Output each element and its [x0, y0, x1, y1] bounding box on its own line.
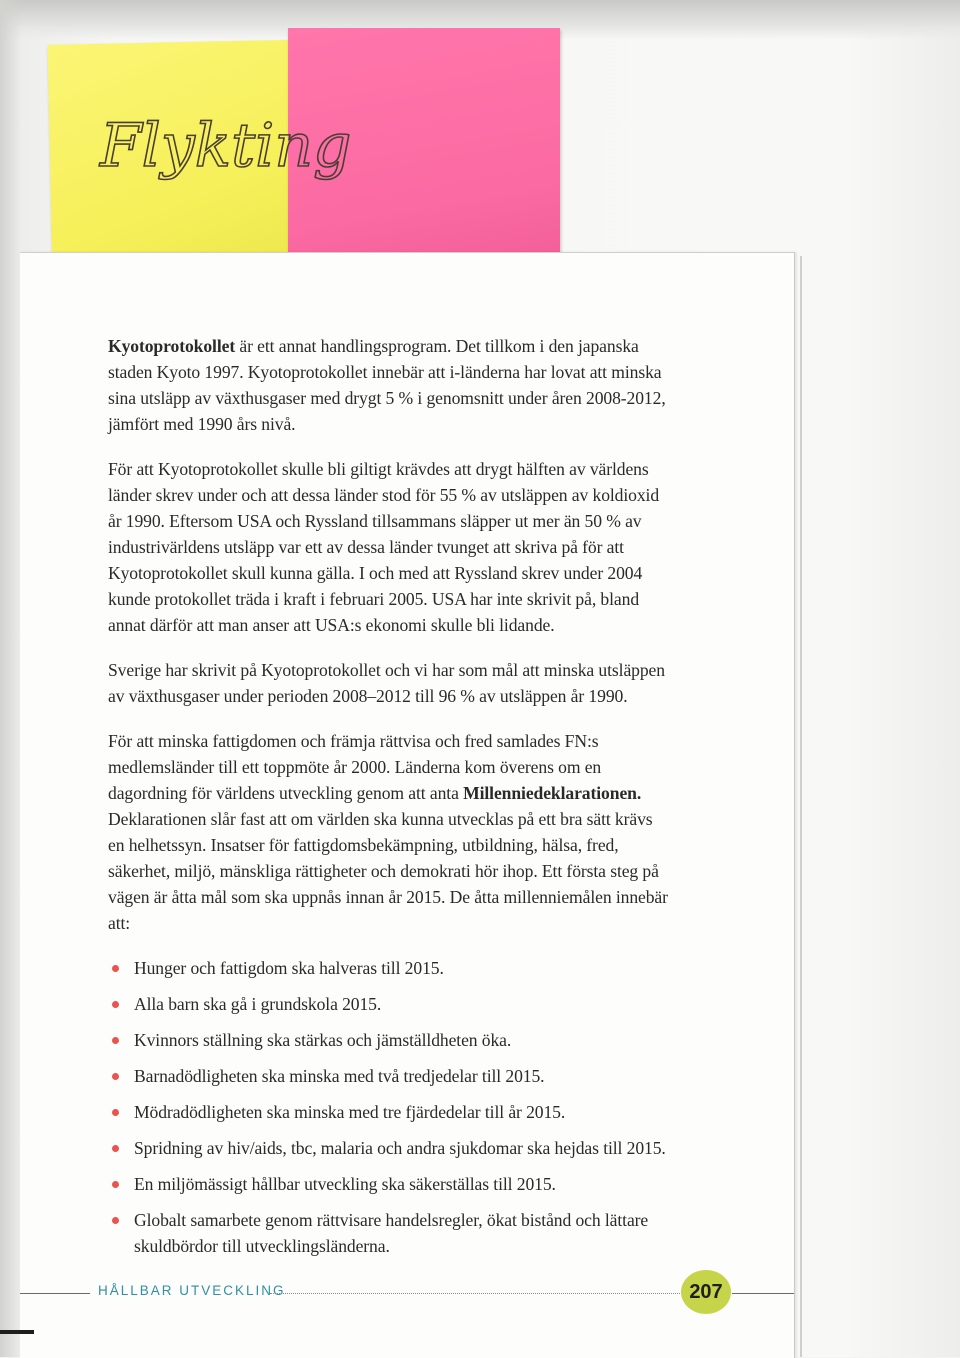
list-item-text: En miljömässigt hållbar utveckling ska säkerställas till 2015. — [134, 1174, 556, 1194]
list-item-text: Barnadödligheten ska minska med två tredjedelar till 2015. — [134, 1066, 545, 1086]
page-stack-edge — [800, 256, 802, 1357]
bullet-icon — [112, 965, 119, 972]
paragraph-kyoto-validity: För att Kyotoprotokollet skulle bli giltigt krävdes att drygt hälften av världens länder skrev under och att dessa länder stod för 55 % av utsläppen av koldioxid år 1990. Eftersom USA och Ryssland tillsammans släpper ut mer än 50 % av industrivärldens utsläpp var ett av dessa länder tvunget att skriva på för att Kyotoprotokollet skull kunna gälla. I och med att Ryssland skrev under 2004 kunde protokollet träda i kraft i februari 2005. USA har inte skrivit på, bland annat därför att man anser att USA:s ekonomi skulle bli lidande. — [108, 459, 660, 635]
footer-section-title: HÅLLBAR UTVECKLING — [98, 1283, 286, 1298]
list-item — [108, 991, 673, 1017]
footer-rule-left — [20, 1293, 90, 1294]
page-number-badge: 207 — [681, 1270, 731, 1314]
list-item — [108, 1099, 673, 1125]
millennium-goals-list — [108, 955, 673, 1259]
term-millenniedeklarationen: Millenniedeklarationen. — [463, 783, 642, 803]
paragraph-millennium-text-start: För att minska fattigdomen och främja rättvisa och fred samlades FN:s medlemsländer till ett toppmöte år 2000. Länderna kom överens om en dagordning för världens utveckling genom att anta — [108, 731, 602, 803]
list-item-text: Mödradödligheten ska minska med tre fjärdedelar till år 2015. — [134, 1102, 566, 1122]
bullet-icon — [112, 1073, 119, 1080]
paragraph-kyoto-intro — [108, 333, 673, 437]
list-item-text: Kvinnors ställning ska stärkas och jämställdheten öka. — [134, 1030, 512, 1050]
scan-left-shadow — [0, 0, 22, 1357]
bullet-icon — [112, 1037, 119, 1044]
term-kyotoprotokollet: Kyotoprotokollet — [108, 336, 236, 356]
paragraph-sweden: Sverige har skrivit på Kyotoprotokollet och vi har som mål att minska utsläppen av växthusgaser under perioden 2008–2012 till 96 % av utsläppen år 1990. — [108, 660, 665, 706]
footer-dotted-rule — [270, 1293, 682, 1294]
book-page — [20, 252, 795, 1358]
list-item — [108, 1207, 673, 1259]
list-item — [108, 1135, 673, 1161]
list-item — [108, 1171, 673, 1197]
bullet-icon — [112, 1181, 119, 1188]
handwritten-note — [96, 96, 352, 206]
footer-rule-right — [732, 1293, 794, 1294]
list-item-text: Spridning av hiv/aids, tbc, malaria och andra sjukdomar ska hejdas till 2015. — [134, 1138, 666, 1158]
list-item-text: Globalt samarbete genom rättvisare handelsregler, ökat bistånd och lättare skuldbördor till utvecklingsländerna. — [134, 1210, 649, 1256]
bullet-icon — [112, 1001, 119, 1008]
bullet-icon — [112, 1109, 119, 1116]
list-item — [108, 1063, 673, 1089]
paragraph-millennium — [108, 728, 673, 936]
page-content — [108, 333, 673, 1269]
paragraph-millennium-text-end: Deklarationen slår fast att om världen ska kunna utvecklas på ett bra sätt krävs en helhetssyn. Insatser för fattigdomsbekämpning, utbildning, hälsa, fred, säkerhet, miljö, mänskliga rättigheter och demokrati hör ihop. Ett första steg på vägen är åtta mål som ska uppnås innan år 2015. De åtta millenniemålen innebär att: — [108, 809, 668, 933]
list-item — [108, 1027, 673, 1053]
bullet-icon — [112, 1217, 119, 1224]
list-item-text: Alla barn ska gå i grundskola 2015. — [134, 994, 382, 1014]
paragraph-kyoto-intro-text: är ett annat handlingsprogram. Det tillkom i den japanska staden Kyoto 1997. Kyotoprotokollet innebär att i-länderna har lovat att minska sina utsläpp av växthusgaser med drygt 5 % i genomsnitt under åren 2008-2012, jämfört med 1990 års nivå. — [108, 336, 666, 434]
list-item — [108, 955, 673, 981]
scan-corner-mark — [0, 1330, 34, 1334]
bullet-icon — [112, 1145, 119, 1152]
handwritten-note-text: Flykting — [100, 111, 352, 181]
list-item-text: Hunger och fattigdom ska halveras till 2015. — [134, 958, 444, 978]
